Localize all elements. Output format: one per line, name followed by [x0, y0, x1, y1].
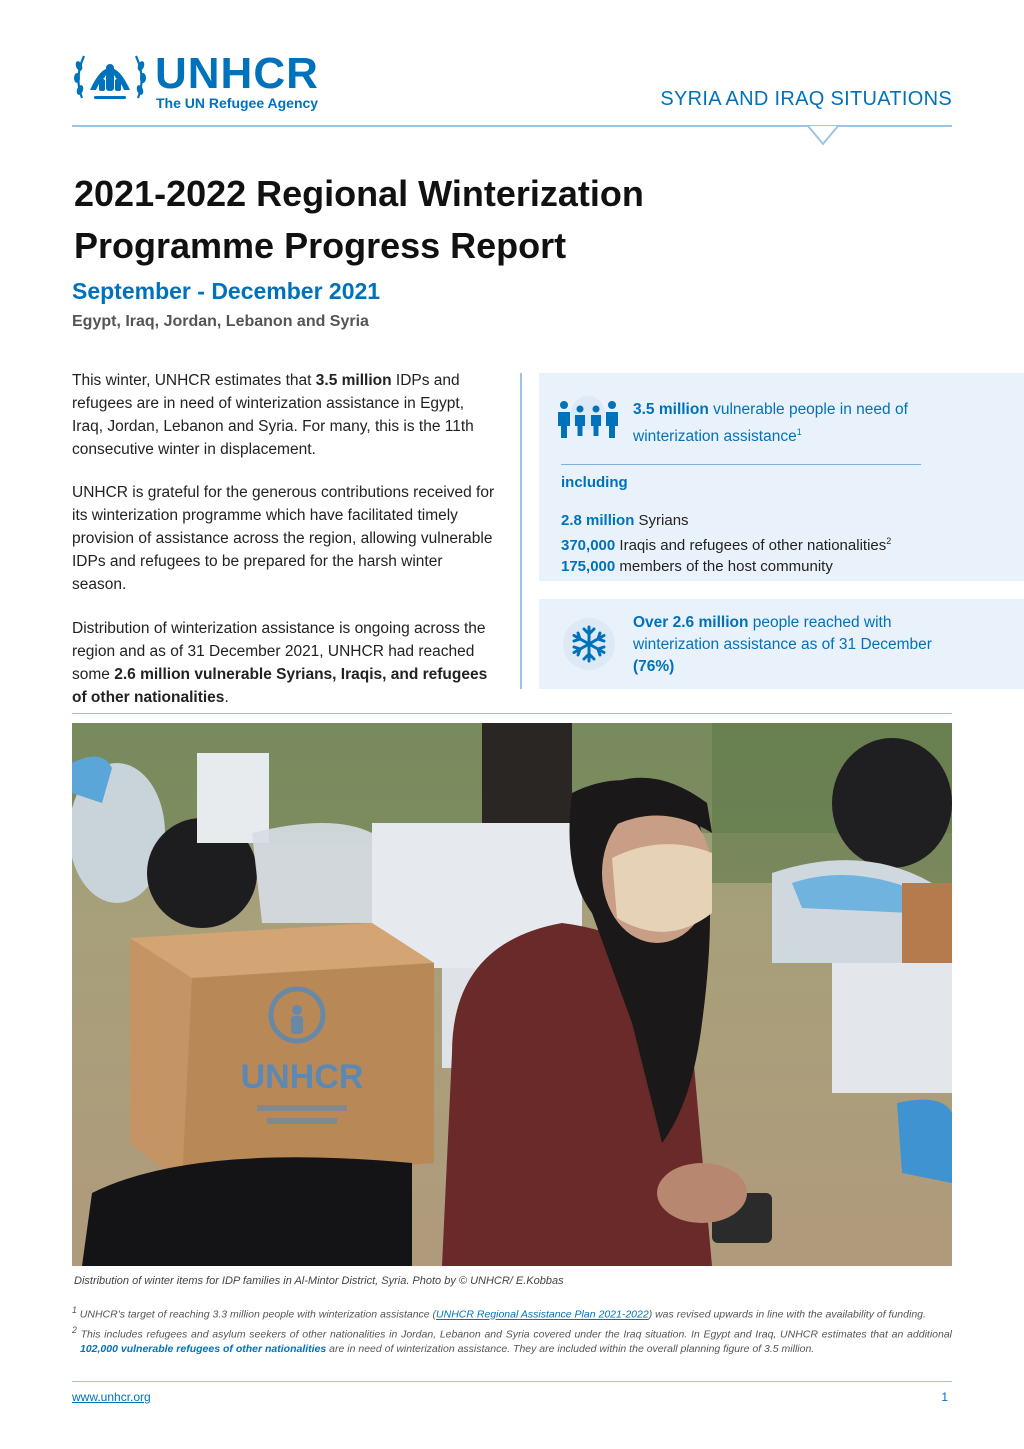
including-label: including [561, 474, 628, 491]
list-item: 175,000 members of the host community [561, 558, 833, 575]
column-divider [520, 373, 522, 689]
footer-divider [72, 1381, 952, 1382]
intro-paragraph-1: This winter, UNHCR estimates that 3.5 million IDPs and refugees are in need of winterization assistance in Egypt, Iraq, Jordan, Lebanon and Syria. For many, this is the 11th consecutive winter in displacement. [72, 372, 474, 458]
list-item: 2.8 million Syrians [561, 512, 689, 529]
header-notch-icon [808, 126, 838, 148]
website-link[interactable]: www.unhcr.org [72, 1390, 151, 1404]
assistance-plan-link[interactable]: UNHCR Regional Assistance Plan 2021-2022 [436, 1308, 649, 1321]
people-icon [555, 395, 621, 443]
page-number: 1 [941, 1390, 948, 1404]
footnote-1: $^1$ UNHCR's target of reaching 3.3 million people with winterization assistance (UNHCR Regional Assistance Plan 2021-2022) was revised upwards in line with the availability of funding. [72, 1305, 926, 1321]
report-title: 2021-2022 Regional Winterization Programme Progress Report [74, 173, 644, 266]
snowflake-icon [562, 617, 616, 671]
unhcr-emblem-icon [72, 46, 148, 106]
intro-paragraph-2: UNHCR is grateful for the generous contributions received for its winterization programme which have facilitated timely provision of assistance across the region, allowing vulnerable IDPs and refugees to be prepared for the harsh winter season. [72, 484, 495, 593]
svg-text:UNHCR: UNHCR [240, 1058, 364, 1096]
situation-label: SYRIA AND IRAQ SITUATIONS [660, 88, 952, 110]
need-stat-text: 3.5 million vulnerable people in need of winterization assistance$^1$ [633, 401, 908, 446]
logo-tagline: The UN Refugee Agency [156, 95, 319, 111]
intro-text [72, 369, 497, 730]
footnote-2: $^2$ This includes refugees and asylum seekers of other nationalities in Jordan, Lebanon and Syria covered under the Iraq situation. In Egypt and Iraq, UNHCR estimates that an additional 102,000 vulnerable refugees of other nationalities are in need of winterization assistance. They are included within the overall planning figure of 3.5 million. [72, 1324, 952, 1355]
footnotes [72, 1303, 952, 1357]
list-item: 370,000 Iraqis and refugees of other nationalities$^2$ [561, 536, 892, 554]
distribution-photo [72, 723, 952, 1266]
stat-box-divider [561, 464, 921, 465]
reached-stat-text: Over 2.6 million people reached with winterization assistance as of 31 December (76%) [633, 614, 932, 675]
report-countries: Egypt, Iraq, Jordan, Lebanon and Syria [72, 313, 369, 330]
intro-paragraph-3: Distribution of winterization assistance is ongoing across the region and as of 31 December 2021, UNHCR had reached some 2.6 million vulnerable Syrians, Iraqis, and refugees of other nationalities. [72, 620, 488, 706]
photo-divider [72, 713, 952, 714]
photo-caption: Distribution of winter items for IDP families in Al-Mintor District, Syria. Photo by © UNHCR/ E.Kobbas [74, 1275, 564, 1287]
breakdown-list [561, 510, 1001, 577]
logo-wordmark: UNHCR [155, 49, 319, 98]
report-period: September - December 2021 [72, 278, 381, 304]
